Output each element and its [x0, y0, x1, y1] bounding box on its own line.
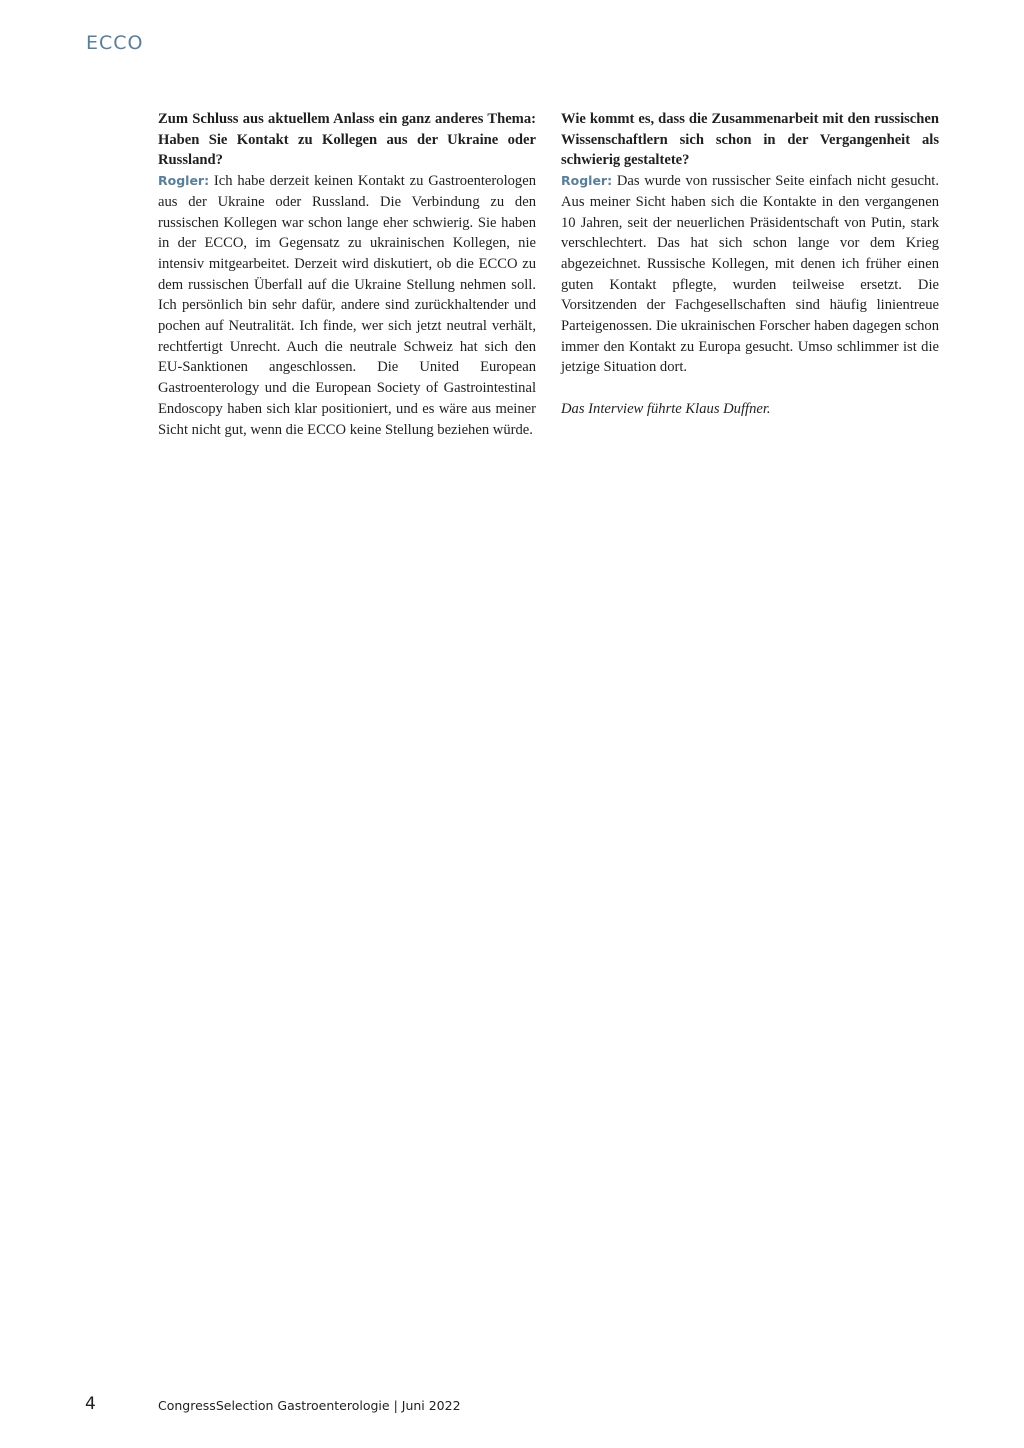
page-number: 4 [85, 1394, 96, 1414]
left-column [158, 109, 536, 440]
speaker-label: Rogler: [561, 173, 613, 189]
publication-name: CongressSelection Gastroenterologie | Juni 2022 [158, 1398, 461, 1413]
interview-question: Zum Schluss aus aktuellem Anlass ein ganz anderes Thema: Haben Sie Kontakt zu Kollegen aus der Ukraine oder Russland? [158, 111, 536, 169]
speaker-label: Rogler: [158, 173, 210, 189]
answer-text: Ich habe derzeit keinen Kontakt zu Gastroenterologen aus der Ukraine oder Russland. Die Verbindung zu den russischen Kollegen war schon lange eher schwierig. Sie haben in der ECCO, im Gegensatz zu ukrainischen Kollegen, nie intensiv mitgearbeitet. Derzeit wird diskutiert, ob die ECCO zu dem russischen Überfall auf die Ukraine Stellung nehmen soll. Ich persönlich bin sehr dafür, andere sind zurückhaltender und pochen auf Neutralität. Ich finde, wer sich jetzt neutral verhält, rechtfertigt Unrecht. Auch die neutrale Schweiz hat sich den EU-Sanktionen angeschlossen. Die United European Gastroenterology und die European Society of Gastrointestinal Endoscopy haben sich klar positioniert, und es wäre aus meiner Sicht nicht gut, wenn die ECCO keine Stellung beziehen würde. [158, 173, 536, 438]
interview-answer [561, 171, 939, 378]
answer-text: Das wurde von russischer Seite einfach nicht gesucht. Aus meiner Sicht haben sich die Kontakte in den vergangenen 10 Jahren, seit der neuerlichen Präsidentschaft von Putin, stark verschlechtert. Das hat sich schon lange vor dem Krieg abgezeichnet. Russische Kollegen, mit denen ich früher einen guten Kontakt pflegte, wurden teilweise ersetzt. Die Vorsitzenden der Fachgesellschaften sind häufig linientreue Parteigenossen. Die ukrainischen Forscher haben dagegen schon immer den Kontakt zu Europa gesucht. Umso schlimmer ist die jetzige Situation dort. [561, 173, 939, 376]
section-label: ECCO [86, 32, 144, 54]
interview-answer [158, 171, 536, 440]
interview-question: Wie kommt es, dass die Zusammenarbeit mit den russischen Wissenschaftlern sich schon in der Vergangenheit als schwierig gestaltete? [561, 111, 939, 169]
interview-credit: Das Interview führte Klaus Duffner. [561, 400, 771, 417]
right-column [561, 109, 939, 420]
